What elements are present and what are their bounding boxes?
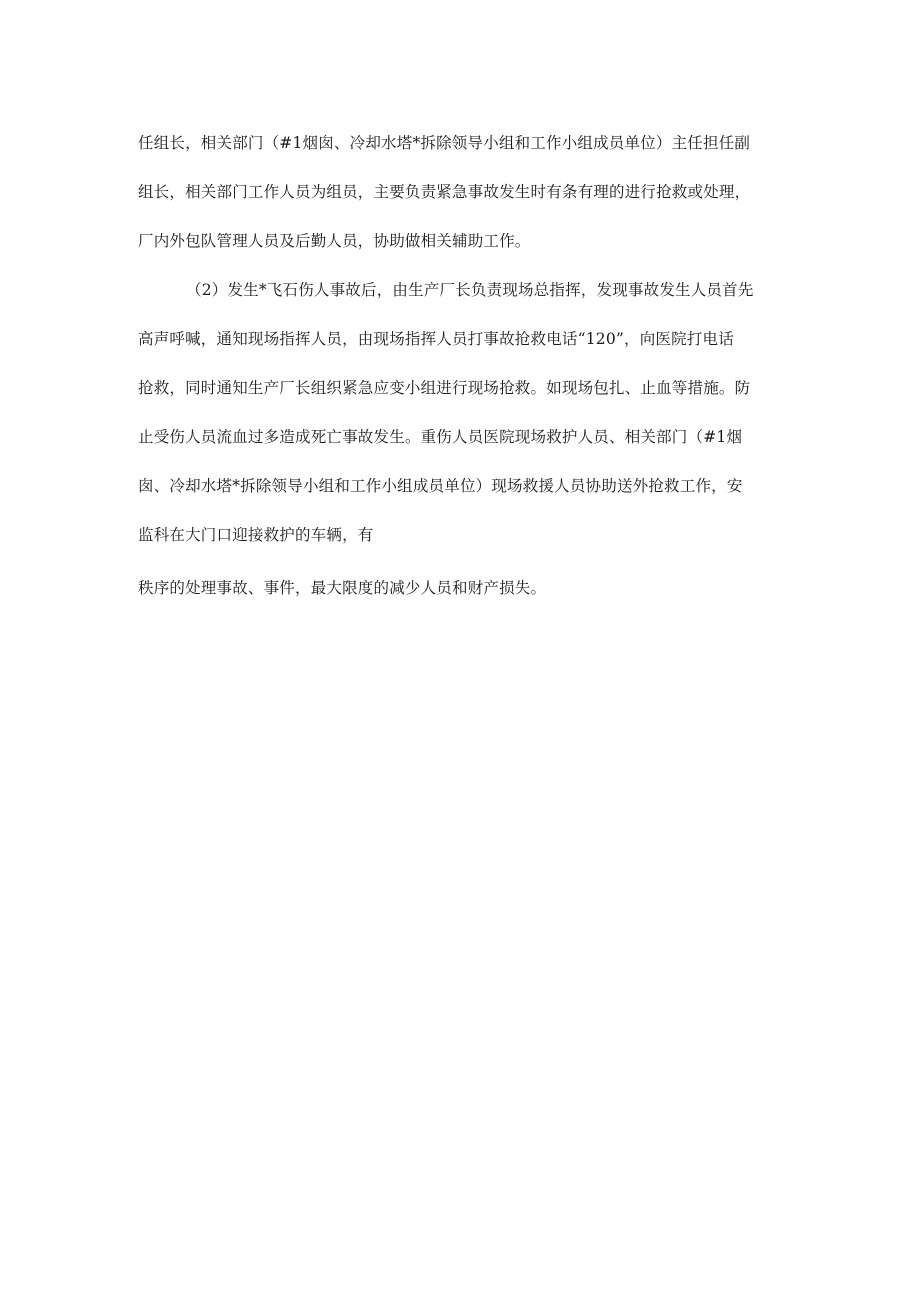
paragraph-line: 组长，相关部门工作人员为组员，主要负责紧急事故发生时有条有理的进行抢救或处理， xyxy=(138,183,751,201)
paragraph-line: 监科在大门口迎接救护的车辆，有 xyxy=(138,526,374,544)
paragraph-line: 高声呼喊，通知现场指挥人员，由现场指挥人员打事故抢救电话“120”，向医院打电话 xyxy=(138,330,734,348)
paragraph-line: 厂内外包队管理人员及后勤人员，协助做相关辅助工作。 xyxy=(138,232,531,250)
paragraph-line: 囱、冷却水塔*拆除领导小组和工作小组成员单位）现场救援人员协助送外抢救工作，安 xyxy=(138,477,743,495)
paragraph-line: 止受伤人员流血过多造成死亡事故发生。重伤人员医院现场救护人员、相关部门（#1烟 xyxy=(138,428,743,446)
paragraph-line: （2）发生*飞石伤人事故后，由生产厂长负责现场总指挥，发现事故发生人员首先 xyxy=(186,281,754,299)
paragraph-line: 抢救，同时通知生产厂长组织紧急应变小组进行现场抢救。如现场包扎、止血等措施。防 xyxy=(138,379,751,397)
paragraph-line: 秩序的处理事故、事件，最大限度的减少人员和财产损失。 xyxy=(138,579,547,597)
paragraph-line: 任组长，相关部门（#1烟囱、冷却水塔*拆除领导小组和工作小组成员单位）主任担任副 xyxy=(138,134,751,152)
